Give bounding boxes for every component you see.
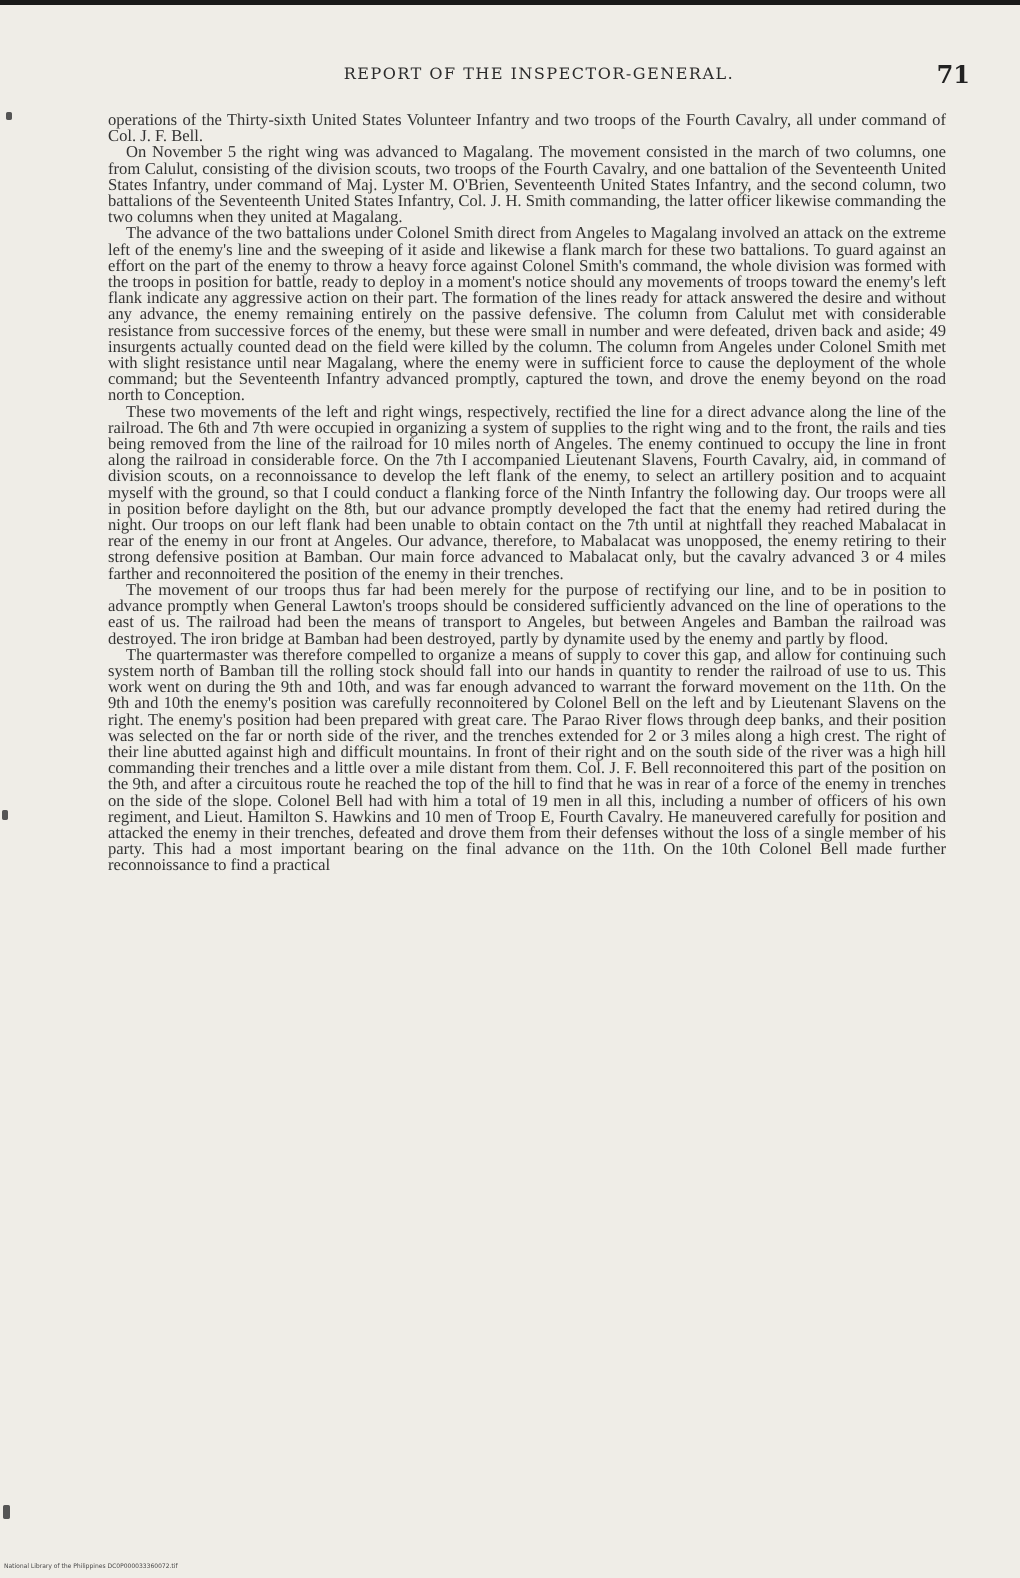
body-text <box>108 112 946 874</box>
scan-credit: National Library of the Philippines DC0P000033360072.tif <box>4 1563 178 1570</box>
page-number: 71 <box>936 60 970 89</box>
paragraph: On November 5 the right wing was advanced to Magalang. The movement consisted in the march of two columns, one from Calulut, consisting of the division scouts, two troops of the Fourth Cavalry, and one battalion of the Seventeenth United States Infantry, under command of Maj. Lyster M. O'Brien, Seventeenth United States Infantry, and the second column, two battalions of the Seventeenth United States Infantry, Col. J. H. Smith commanding, the latter officer likewise commanding the two columns when they united at Magalang. <box>108 142 946 227</box>
scan-speck <box>2 810 8 820</box>
paragraph: The movement of our troops thus far had been merely for the purpose of rectifying our line, and to be in position to advance promptly when General Lawton's troops should be considered sufficiently advanced on the line of operations to the east of us. The railroad had been the means of transport to Angeles, but between Angeles and Bamban the railroad was destroyed. The iron bridge at Bamban had been destroyed, partly by dynamite used by the enemy and partly by flood. <box>108 579 946 648</box>
scan-speck <box>6 112 12 120</box>
running-head: REPORT OF THE INSPECTOR-GENERAL. <box>343 64 735 83</box>
page-header <box>108 60 970 90</box>
scan-speck <box>3 1505 10 1519</box>
paragraph: The advance of the two battalions under Colonel Smith direct from Angeles to Magalang involved an attack on the extreme left of the enemy's line and the sweeping of it aside and likewise a flank march for these two battalions. To guard against an effort on the part of the enemy to throw a heavy force against Colonel Smith's command, the whole division was formed with the troops in position for battle, ready to deploy in a moment's notice should any movements of troops toward the enemy's left flank indicate any aggressive action on their part. The formation of the lines ready for attack answered the desire and without any advance, the enemy remaining entirely on the passive defensive. The column from Calulut met with considerable resistance from successive forces of the enemy, but these were small in number and were defeated, driven back and aside; 49 insurgents actually counted dead on the field were killed by the column. The column from Angeles under Colonel Smith met with slight resistance until near Magalang, where the enemy were in sufficient force to cause the deployment of the whole command; but the Seventeenth Infantry advanced promptly, captured the town, and drove the enemy beyond on the road north to Conception. <box>108 223 946 405</box>
paragraph: operations of the Thirty-sixth United States Volunteer Infantry and two troops of the Fourth Cavalry, all under command of Col. J. F. Bell. <box>108 110 946 146</box>
paragraph: These two movements of the left and right wings, respectively, rectified the line for a direct advance along the line of the railroad. The 6th and 7th were occupied in organizing a system of supplies to the right wing and to the front, the rails and ties being removed from the line of the railroad for 10 miles north of Angeles. The enemy continued to occupy the line in front along the railroad in considerable force. On the 7th I accompanied Lieutenant Slavens, Fourth Cavalry, aid, in command of division scouts, on a reconnoissance to develop the left flank of the enemy, to select an artillery position and to acquaint myself with the ground, so that I could conduct a flanking force of the Ninth Infantry the following day. Our troops were all in position before daylight on the 8th, but our advance promptly developed the fact that the enemy had retired during the night. Our troops on our left flank had been unable to obtain contact on the 7th until at nightfall they reached Mabalacat in rear of the enemy in our front at Angeles. Our advance, therefore, to Mabalacat was unopposed, the enemy retiring to their strong defensive position at Bamban. Our main force advanced to Mabalacat only, but the cavalry advanced 3 or 4 miles farther and reconnoitered the position of the enemy in their trenches. <box>108 401 946 583</box>
paragraph: The quartermaster was therefore compelled to organize a means of supply to cover this gap, and allow for continuing such system north of Bamban till the rolling stock should fall into our hands in quantity to render the railroad of use to us. This work went on during the 9th and 10th, and was far enough advanced to warrant the forward movement on the 11th. On the 9th and 10th the enemy's position was carefully reconnoitered by Colonel Bell on the left and by Lieutenant Slavens on the right. The enemy's position had been prepared with great care. The Parao River flows through deep banks, and their position was selected on the far or north side of the river, and the trenches extended for 2 or 3 miles along a high crest. The right of their line abutted against high and difficult mountains. In front of their right and on the south side of the river was a high hill commanding their trenches and a little over a mile distant from them. Col. J. F. Bell reconnoitered this part of the position on the 9th, and after a circuitous route he reached the top of the hill to find that he was in rear of a force of the enemy in trenches on the side of the slope. Colonel Bell had with him a total of 19 men in all this, including a number of officers of his own regiment, and Lieut. Hamilton S. Hawkins and 10 men of Troop E, Fourth Cavalry. He maneuvered carefully for position and attacked the enemy in their trenches, defeated and drove them from their defenses without the loss of a single member of his party. This had a most important bearing on the final advance on the 11th. On the 10th Colonel Bell made further reconnoissance to find a practical <box>108 644 946 875</box>
